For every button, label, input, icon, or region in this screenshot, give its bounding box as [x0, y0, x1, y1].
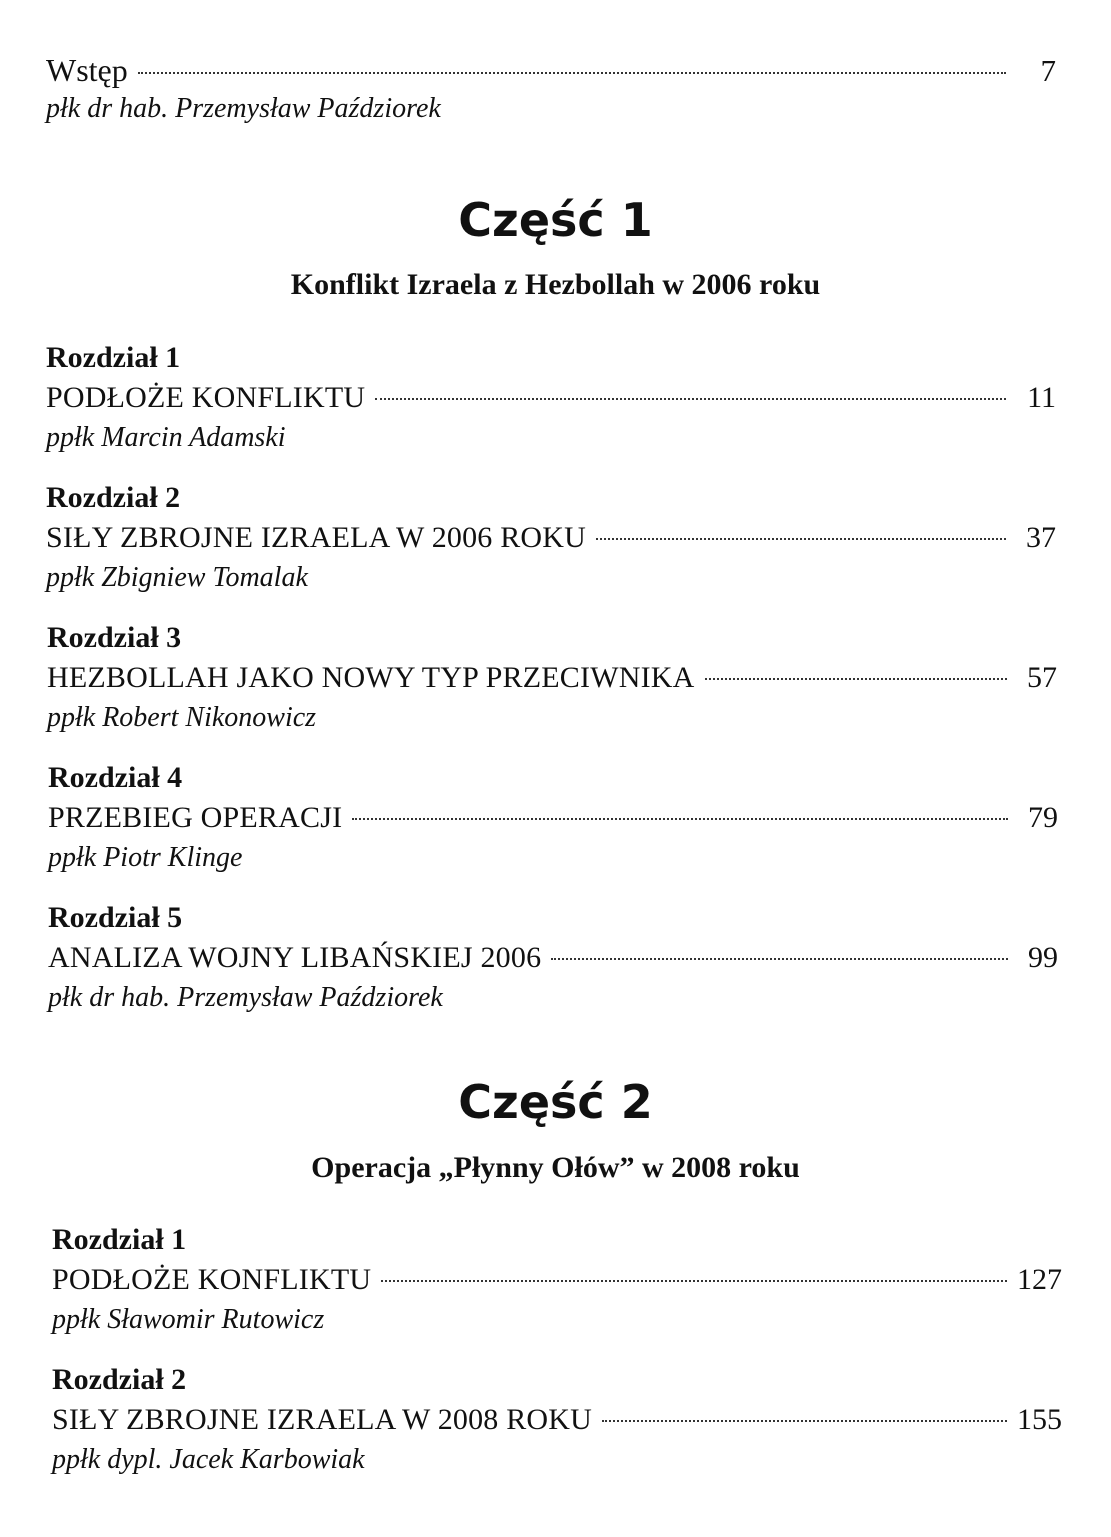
chapter-page-number: 155 [1017, 1403, 1062, 1436]
chapter-page-number: 127 [1017, 1263, 1062, 1296]
chapter-title: PODŁOŻE KONFLIKTU [52, 1263, 372, 1296]
part-2-chapter-1 [52, 1220, 1062, 1340]
chapter-title: SIŁY ZBROJNE IZRAELA W 2006 ROKU [46, 521, 587, 554]
dot-leader [138, 72, 1006, 74]
dot-leader [602, 1420, 1007, 1422]
chapter-title: HEZBOLLAH JAKO NOWY TYP PRZECIWNIKA [47, 661, 695, 694]
chapter-author: ppłk Zbigniew Tomalak [46, 562, 308, 593]
chapter-label: Rozdział 4 [48, 761, 183, 794]
chapter-label: Rozdział 2 [52, 1363, 187, 1396]
chapter-label: Rozdział 1 [46, 341, 181, 374]
part-1-subtitle: Konflikt Izraela z Hezbollah w 2006 roku [290, 268, 821, 301]
chapter-page-number: 79 [1028, 801, 1058, 834]
part-2-chapter-2 [52, 1360, 1062, 1480]
part-1-chapter-2 [46, 478, 1056, 598]
chapter-title-line [46, 518, 1056, 558]
chapter-author: ppłk dypl. Jacek Karbowiak [52, 1444, 365, 1475]
chapter-label: Rozdział 5 [48, 901, 183, 934]
dot-leader [551, 958, 1008, 960]
chapter-author: ppłk Marcin Adamski [46, 422, 286, 453]
intro-author: płk dr hab. Przemysław Paździorek [46, 93, 441, 124]
chapter-title-line [46, 378, 1056, 418]
chapter-label: Rozdział 2 [46, 481, 181, 514]
dot-leader [596, 538, 1006, 540]
chapter-title-line [47, 658, 1057, 698]
chapter-title-line [48, 798, 1058, 838]
part-1-chapter-4 [48, 758, 1058, 878]
part-1-heading: Część 1 [458, 193, 653, 247]
intro-line [46, 52, 1056, 89]
chapter-page-number: 37 [1026, 521, 1056, 554]
chapter-title: SIŁY ZBROJNE IZRAELA W 2008 ROKU [52, 1403, 593, 1436]
chapter-title-line [52, 1260, 1062, 1300]
part-2-subtitle: Operacja „Płynny Ołów” w 2008 roku [311, 1151, 800, 1184]
part-1-chapter-1 [46, 338, 1056, 458]
chapter-author: płk dr hab. Przemysław Paździorek [48, 982, 443, 1013]
chapter-title: PRZEBIEG OPERACJI [48, 801, 343, 834]
chapter-label: Rozdział 1 [52, 1223, 187, 1256]
chapter-page-number: 99 [1028, 941, 1058, 974]
chapter-author: ppłk Robert Nikonowicz [47, 702, 317, 733]
chapter-author: ppłk Piotr Klinge [48, 842, 243, 873]
chapter-title-line [52, 1400, 1062, 1440]
chapter-page-number: 11 [1027, 381, 1056, 414]
dot-leader [705, 678, 1007, 680]
part-1-chapter-3 [47, 618, 1057, 738]
part-1-chapter-5 [48, 898, 1058, 1018]
chapter-page-number: 57 [1027, 661, 1057, 694]
chapter-title: PODŁOŻE KONFLIKTU [46, 381, 366, 414]
chapter-title: ANALIZA WOJNY LIBAŃSKIEJ 2006 [48, 941, 542, 974]
dot-leader [375, 398, 1006, 400]
chapter-author: ppłk Sławomir Rutowicz [52, 1304, 325, 1335]
part-2-heading: Część 2 [458, 1075, 653, 1129]
intro-title: Wstęp [46, 52, 128, 88]
dot-leader [352, 818, 1008, 820]
chapter-title-line [48, 938, 1058, 978]
dot-leader [381, 1280, 1007, 1282]
intro-page-number: 7 [1040, 53, 1056, 88]
chapter-label: Rozdział 3 [47, 621, 182, 654]
intro-entry [46, 52, 1056, 129]
